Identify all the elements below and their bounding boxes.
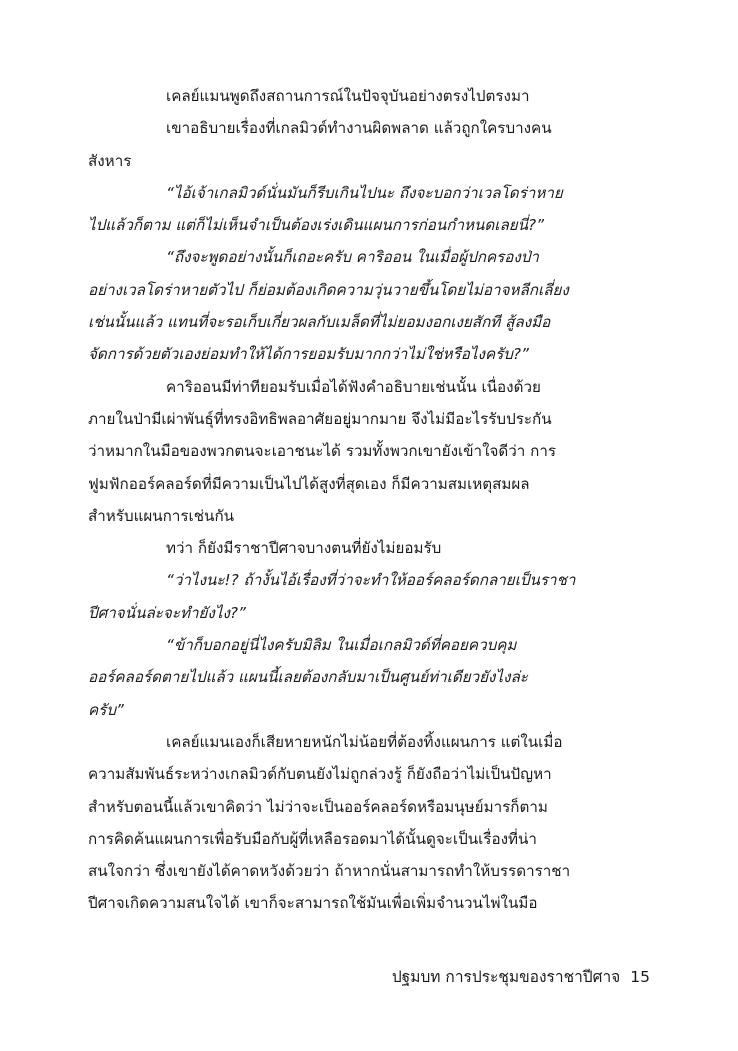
page-body — [88, 80, 654, 920]
paragraph-1: เคลย์แมนพูดถึงสถานการณ์ในปัจจุบันอย่างตรงไปตรงมา — [166, 87, 530, 105]
dialog-paragraph-7: “ว่าไงนะ!? ถ้างั้นไอ้เรื่องที่ว่าจะทำให้ออร์คลอร์ดกลายเป็นราชา ปีศาจนั่นล่ะจะทำยังไง?” — [88, 571, 576, 622]
paragraph-2: เขาอธิบายเรื่องที่เกลมิวด์ทำงานผิดพลาด แล้วถูกใครบางคน สังหาร — [88, 119, 552, 170]
dialog-paragraph-3: “ไอ้เจ้าเกลมิวด์นั่นมันก็รีบเกินไปนะ ถึงจะบอกว่าเวลโดร่าหาย ไปแล้วก็ตาม แต่ก็ไม่เห็นจำเป็นต้องเร่งเดินแผนการก่อนกำหนดเลยนี่?” — [88, 183, 563, 235]
chapter-title: ปฐมบท การประชุมของราชาปีศาจ — [391, 968, 621, 986]
page-footer — [392, 964, 650, 989]
paragraph-6: ทว่า ก็ยังมีราชาปีศาจบางตนที่ยังไม่ยอมรับ — [166, 539, 442, 558]
paragraph-5: คาริออนมีท่าทียอมรับเมื่อได้ฟังคำอธิบายเช่นนั้น เนื่องด้วย ภายในป่ามีเผ่าพันธุ์ที่ทรงอิทธิพลอาศัยอยู่มากมาย จึงไม่มีอะไรรับประกัน ว่าหมากในมือของพวกตนจะเอาชนะได้ รวมทั้งพวกเขายังเข้าใจดีว่า การ ฟูมฟักออร์คลอร์ดที่มีความเป็นไปได้สูงที่สุดเอง ก็มีความสมเหตุสมผล สำหรับแผนการเช่นกัน — [88, 377, 557, 525]
dialog-paragraph-4: “ถึงจะพูดอย่างนั้นก็เถอะครับ คาริออน ในเมื่อผู้ปกครองป่า อย่างเวลโดร่าหายตัวไป ก็ย่อมต้องเกิดความวุ่นวายขึ้นโดยไม่อาจหลีกเลี่ยง เช่นนั้นแล้ว แทนที่จะรอเก็บเกี่ยวผลกับเมล็ดที่ไม่ยอมงอกเงยสักที สู้ลงมือ จัดการด้วยตัวเองย่อมทำให้ได้การยอมรับมากกว่าไม่ใช่หรือไงครับ?” — [88, 248, 569, 364]
dialog-paragraph-8: “ข้าก็บอกอยู่นี่ไงครับมิลิม ในเมื่อเกลมิวด์ที่คอยควบคุม ออร์คลอร์ดตายไปแล้ว แผนนี้เลยต้องกลับมาเป็นศูนย์ท่าเดียวยังไงล่ะ ครับ” — [88, 636, 528, 719]
page-number: 15 — [630, 968, 650, 986]
paragraph-9: เคลย์แมนเองก็เสียหายหนักไม่น้อยที่ต้องทิ้งแผนการ แต่ในเมื่อ ความสัมพันธ์ระหว่างเกลมิวด์กับตนยังไม่ถูกล่วงรู้ ก็ยังถือว่าไม่เป็นปัญหา สำหรับตอนนี้แล้วเขาคิดว่า ไม่ว่าจะเป็นออร์คลอร์ดหรือมนุษย์มารก็ตาม การคิดค้นแผนการเพื่อรับมือกับผู้ที่เหลือรอดมาได้นั้นดูจะเป็นเรื่องที่น่า สนใจกว่า ซึ่งเขายังได้คาดหวังด้วยว่า ถ้าหากนั่นสามารถทำให้บรรดาราชา ปีศาจเกิดความสนใจได้ เขาก็จะสามารถใช้มันเพื่อเพิ่มจำนวนไพ่ในมือ — [88, 732, 571, 913]
